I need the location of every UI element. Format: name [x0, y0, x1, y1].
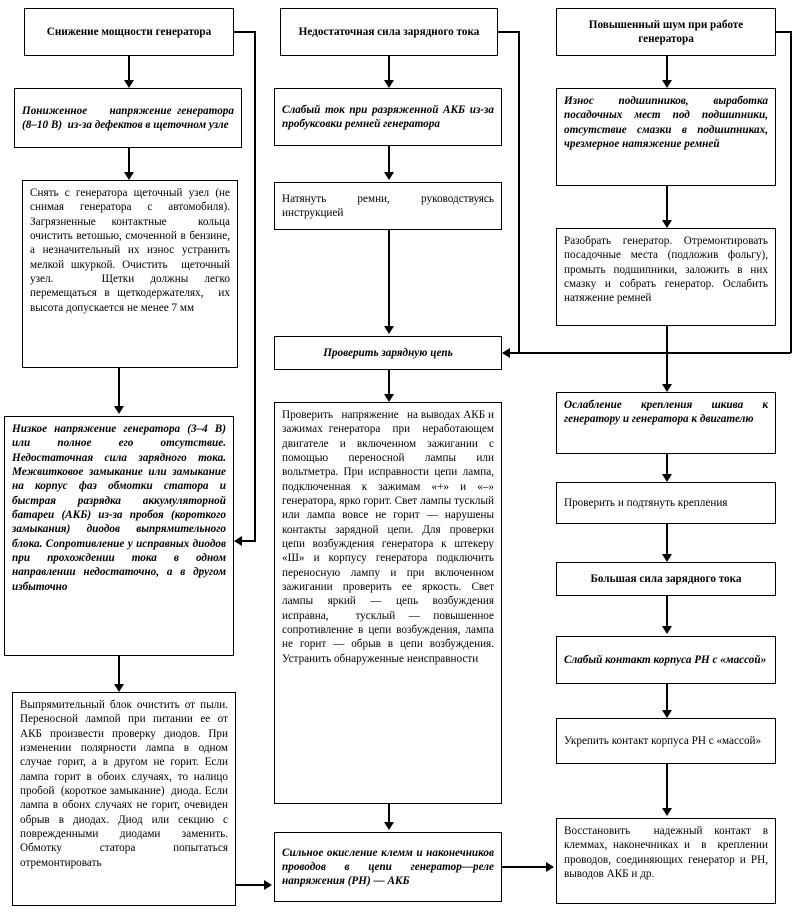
- node-weak-ground-contact: [556, 636, 776, 684]
- connector-line: [128, 56, 130, 82]
- arrow-head: [662, 710, 672, 718]
- node-restore-reliable-contact: [556, 818, 776, 904]
- node-pulley-mount-loose: [556, 392, 776, 454]
- node-text: Большая сила зарядного тока: [590, 572, 742, 585]
- node-tighten-belts: [274, 182, 502, 230]
- connector-line: [666, 56, 668, 82]
- node-text: Снять с генератора щеточный узел (не снимая генератора с автомобиля). Загрязненные контактные кольца очистить ветошью, смоченной в бензине, а незначительный их износ устранить мелкой шкуркой. Очистить щеточный узел. Щетки должны легко перемещаться в щеткодержателях, их высота допускается не менее 7 мм: [30, 187, 239, 314]
- arrow-head: [662, 626, 672, 634]
- connector-line: [254, 31, 256, 541]
- node-insufficient-charging-current: [280, 8, 498, 56]
- arrow-head: [662, 384, 672, 392]
- node-tighten-mounts: [556, 482, 776, 524]
- arrow-head: [662, 554, 672, 562]
- arrow-head: [124, 172, 134, 180]
- node-text: Выпрямительный блок очистить от пыли. Переносной лампой при питании ее от АКБ произвести проверку диодов. При изменении полярности лампа в одном случае горит, а в другом не горит. Если лампа горит в обоих случаях, то налицо пробой (короткое замыкание) диода. Если лампа в обоих случаях не горит, очевиден обрыв в диодах. Диод или секцию с поврежденными диодами заменить. Обмотку статора попытаться отремонтировать: [20, 699, 234, 869]
- connector-line: [790, 31, 792, 353]
- connector-line: [242, 540, 256, 542]
- node-weak-current-belt-slip: [274, 88, 502, 146]
- connector-line: [234, 31, 256, 33]
- connector-line: [666, 684, 668, 712]
- node-text: Пониженное напряжение генератора (8–10 В) из-за дефектов в щеточном узле: [22, 104, 240, 131]
- node-text: Низкое напряжение генератора (3–4 В) или полное его отсутствие. Недостаточная сила зарядного тока. Межвитковое замыкание или замыкание на корпус фаз обмотки статора и быстрая разрядка аккумуляторной батареи (АКБ) из-за пробоя (короткого замыкания) диодов выпрямительного блока. Сопротивление у исправных диодов при прохождении тока в одном направлении недостаточно, а в другом избыточно: [12, 423, 229, 593]
- connector-line: [666, 186, 668, 222]
- arrow-head: [546, 862, 554, 872]
- arrow-head: [384, 326, 394, 334]
- arrow-head: [384, 172, 394, 180]
- node-check-charging-circuit: [274, 336, 502, 370]
- connector-line: [388, 230, 390, 328]
- node-text: Проверить и подтянуть крепления: [564, 496, 728, 509]
- node-text: Разобрать генератор. Отремонтировать посадочные места (подложив фольгу), промыть подшипники, заложить в них смазку и собрать генератор. Ослабить натяжение ремней: [564, 235, 771, 305]
- arrow-head: [124, 80, 134, 88]
- node-text: Повышенный шум при работе генератора: [588, 18, 747, 45]
- node-generator-power-drop: [24, 8, 234, 56]
- arrow-head: [662, 80, 672, 88]
- arrow-head: [264, 880, 272, 890]
- node-voltage-measurement-procedure: [274, 402, 502, 804]
- node-secure-ground-contact: [556, 718, 776, 764]
- node-text: Укрепить контакт корпуса РН с «массой»: [564, 734, 762, 747]
- node-low-voltage-diode-faults: [4, 416, 234, 656]
- connector-line: [666, 764, 668, 810]
- connector-line: [510, 352, 791, 354]
- node-increased-generator-noise: [556, 8, 776, 56]
- node-text: Проверить напряжение на выводах АКБ и зажимах генератора при неработающем двигателе и включенном зажигании с помощью переносной лампы или вольтметра. При исправности цепи лампа, подключенная к зажимам «+» и «–» генератора, ярко горит. Свет лампы тусклый или лампа вовсе не горит — нарушены контакты зарядной цепи. Для проверки цепи возбуждения генератора к штекеру «Ш» и корпусу генератора подключить переносную лампу и при включенном зажигании проверить ее яркость. Свет лампы яркий — цепь возбуждения исправна, тусклый — повышенное сопротивление в цепи возбуждения, лампа не горит — обрыв в цепи возбуждения. Устранить обнаруженные неисправности: [282, 409, 497, 665]
- connector-line: [502, 866, 550, 868]
- connector-line: [236, 884, 266, 886]
- node-terminal-oxidation: [274, 832, 502, 902]
- node-text: Износ подшипников, выработка посадочных мест под подшипники, отсутствие смазки в подшипниках, чрезмерное натяжение ремней: [564, 95, 780, 150]
- connector-line: [666, 326, 668, 386]
- connector-line: [666, 596, 668, 628]
- node-text: Проверить зарядную цепь: [323, 346, 453, 359]
- node-brush-assembly-service: [22, 180, 238, 368]
- connector-line: [518, 31, 520, 353]
- connector-line: [128, 148, 130, 174]
- arrow-head: [502, 348, 510, 358]
- node-text: Ослабление крепления шкива к генератору и генератора к двигателю: [564, 399, 771, 426]
- node-text: Натянуть ремни, руководствуясь инструкцией: [282, 192, 497, 219]
- node-rectifier-diode-check: [12, 692, 236, 906]
- arrow-head: [384, 80, 394, 88]
- connector-line: [666, 524, 668, 556]
- arrow-head: [114, 406, 124, 414]
- node-text: Недостаточная сила зарядного тока: [298, 25, 480, 38]
- node-text: Слабый контакт корпуса РН с «массой»: [564, 653, 767, 666]
- connector-line: [388, 804, 390, 824]
- arrow-head: [384, 394, 394, 402]
- node-disassemble-generator: [556, 228, 776, 326]
- connector-line: [118, 656, 120, 686]
- connector-line: [666, 454, 668, 476]
- arrow-head: [662, 220, 672, 228]
- arrow-head: [384, 822, 394, 830]
- arrow-head: [662, 474, 672, 482]
- node-text: Восстановить надежный контакт в клеммах, наконечниках и в креплении проводов, соединяющих генератор и РН, выводов АКБ и др.: [564, 825, 774, 880]
- arrow-head: [234, 536, 242, 546]
- node-text: Слабый ток при разряженной АКБ из-за пробуксовки ремней генератора: [282, 103, 497, 130]
- arrow-head: [662, 808, 672, 816]
- arrow-head: [114, 684, 124, 692]
- connector-line: [498, 31, 520, 33]
- connector-line: [388, 146, 390, 174]
- node-text: Снижение мощности генератора: [46, 25, 212, 38]
- connector-line: [118, 368, 120, 408]
- node-text: Сильное окисление клемм и наконечников проводов в цепи генератор—реле напряжения (РН) — АКБ: [282, 846, 497, 888]
- connector-line: [388, 370, 390, 396]
- connector-line: [388, 56, 390, 82]
- node-bearing-wear: [556, 88, 780, 186]
- node-low-voltage-brush-defects: [14, 88, 242, 148]
- node-high-charging-current: [556, 562, 776, 596]
